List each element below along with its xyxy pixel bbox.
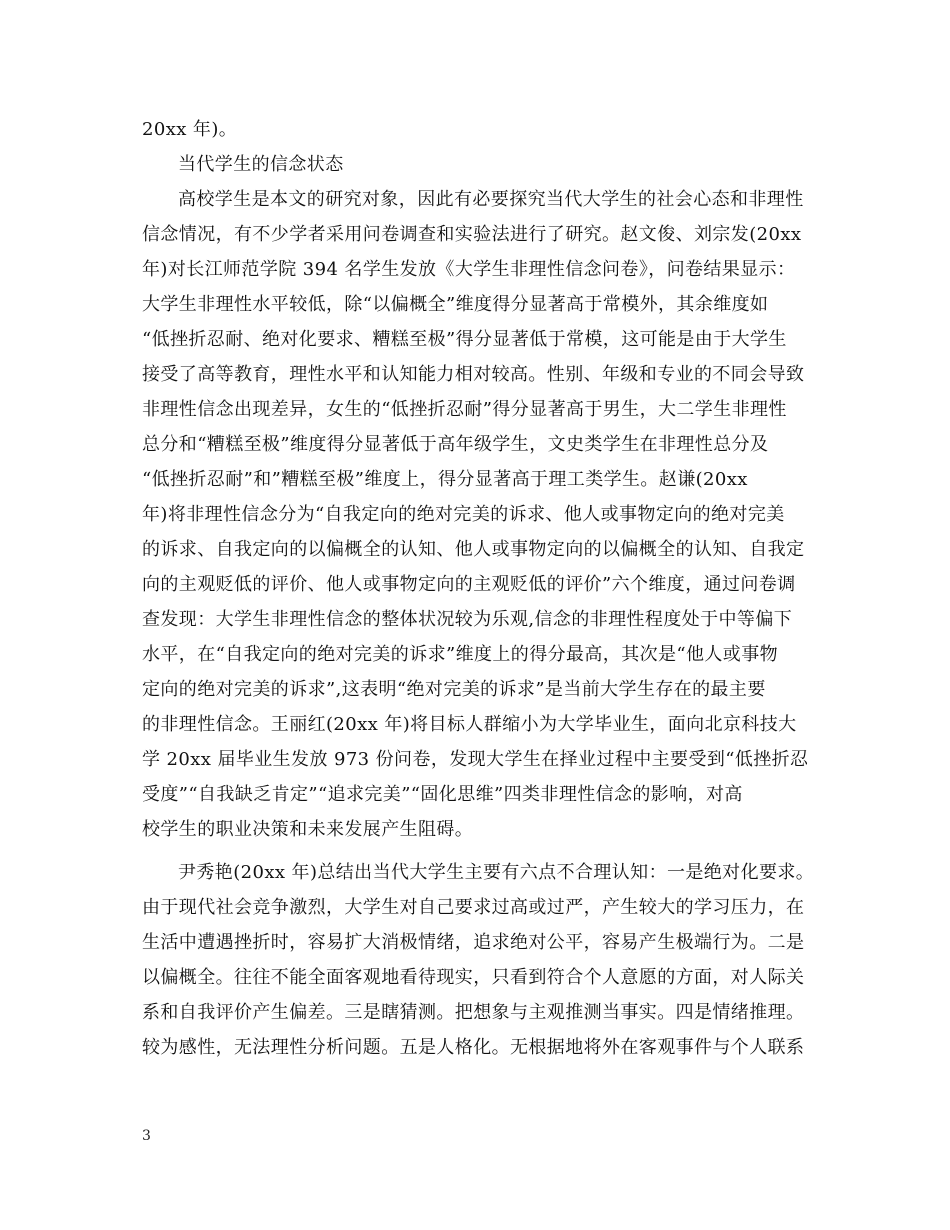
paragraph-line: 大学生非理性水平较低，除“以偏概全”维度得分显著高于常模外，其余维度如: [142, 294, 769, 315]
paragraph-line: 生活中遭遇挫折时，容易扩大消极情绪，追求绝对公平，容易产生极端行为。二是: [142, 932, 805, 953]
page-number: 3: [142, 1128, 151, 1144]
paragraph-line: 查发现：大学生非理性信念的整体状况较为乐观,信念的非理性程度处于中等偏下: [142, 609, 793, 630]
paragraph-line: “低挫折忍耐”和”糟糕至极”维度上，得分显著高于理工类学生。赵谦(20xx: [142, 469, 748, 490]
paragraph-line: 年)将非理性信念分为“自我定向的绝对完美的诉求、他人或事物定向的绝对完美: [142, 504, 785, 525]
paragraph-line: 校学生的职业决策和未来发展产生阻碍。: [142, 819, 474, 840]
paragraph-gap: [142, 847, 814, 855]
text-line: 20xx 年)。: [142, 119, 238, 140]
paragraph-line: 总分和“糟糕至极”维度得分显著低于高年级学生，文史类学生在非理性总分及: [142, 434, 769, 455]
paragraph-line: 以偏概全。往往不能全面客观地看待现实，只看到符合个人意愿的方面，对人际关: [142, 967, 805, 988]
paragraph-line: 较为感性，无法理性分析问题。五是人格化。无根据地将外在客观事件与个人联系: [142, 1037, 805, 1058]
paragraph-line: 年)对长江师范学院 394 名学生发放《大学生非理性信念问卷》，问卷结果显示：: [142, 259, 796, 280]
paragraph-line: “低挫折忍耐、绝对化要求、糟糕至极”得分显著低于常模，这可能是由于大学生: [142, 329, 787, 350]
paragraph-line: 接受了高等教育，理性水平和认知能力相对较高。性别、年级和专业的不同会导致: [142, 364, 805, 385]
document-body: [142, 112, 814, 1065]
paragraph-line: 的非理性信念。王丽红(20xx 年)将目标人群缩小为大学毕业生，面向北京科技大: [142, 714, 797, 735]
paragraph-line: 受度”“自我缺乏肯定”“追求完美”“固化思维”四类非理性信念的影响，对高: [142, 784, 743, 805]
paragraph-line: 高校学生是本文的研究对象，因此有必要探究当代大学生的社会心态和非理性: [178, 189, 804, 210]
paragraph-line: 的诉求、自我定向的以偏概全的认知、他人或事物定向的以偏概全的认知、自我定: [142, 539, 805, 560]
paragraph-line: 向的主观贬低的评价、他人或事物定向的主观贬低的评价”六个维度，通过问卷调: [142, 574, 796, 595]
paragraph-line: 系和自我评价产生偏差。三是瞎猜测。把想象与主观推测当事实。四是情绪推理。: [142, 1002, 805, 1023]
paragraph-line: 尹秀艳(20xx 年)总结出当代大学生主要有六点不合理认知：一是绝对化要求。: [178, 862, 815, 883]
paragraph-line: 定向的绝对完美的诉求”,这表明“绝对完美的诉求”是当前大学生存在的最主要: [142, 679, 766, 700]
paragraph-line: 学 20xx 届毕业生发放 973 份问卷，发现大学生在择业过程中主要受到“低挫折忍: [142, 749, 809, 770]
paragraph-line: 水平，在“自我定向的绝对完美的诉求”维度上的得分最高，其次是“他人或事物: [142, 644, 779, 665]
paragraph-line: 非理性信念出现差异，女生的“低挫折忍耐”得分显著高于男生，大二学生非理性: [142, 399, 787, 420]
section-heading: 当代学生的信念状态: [178, 154, 344, 175]
paragraph-line: 信念情况，有不少学者采用问卷调查和实验法进行了研究。赵文俊、刘宗发(20xx: [142, 224, 802, 245]
paragraph-line: 由于现代社会竞争激烈，大学生对自己要求过高或过严，产生较大的学习压力，在: [142, 897, 805, 918]
